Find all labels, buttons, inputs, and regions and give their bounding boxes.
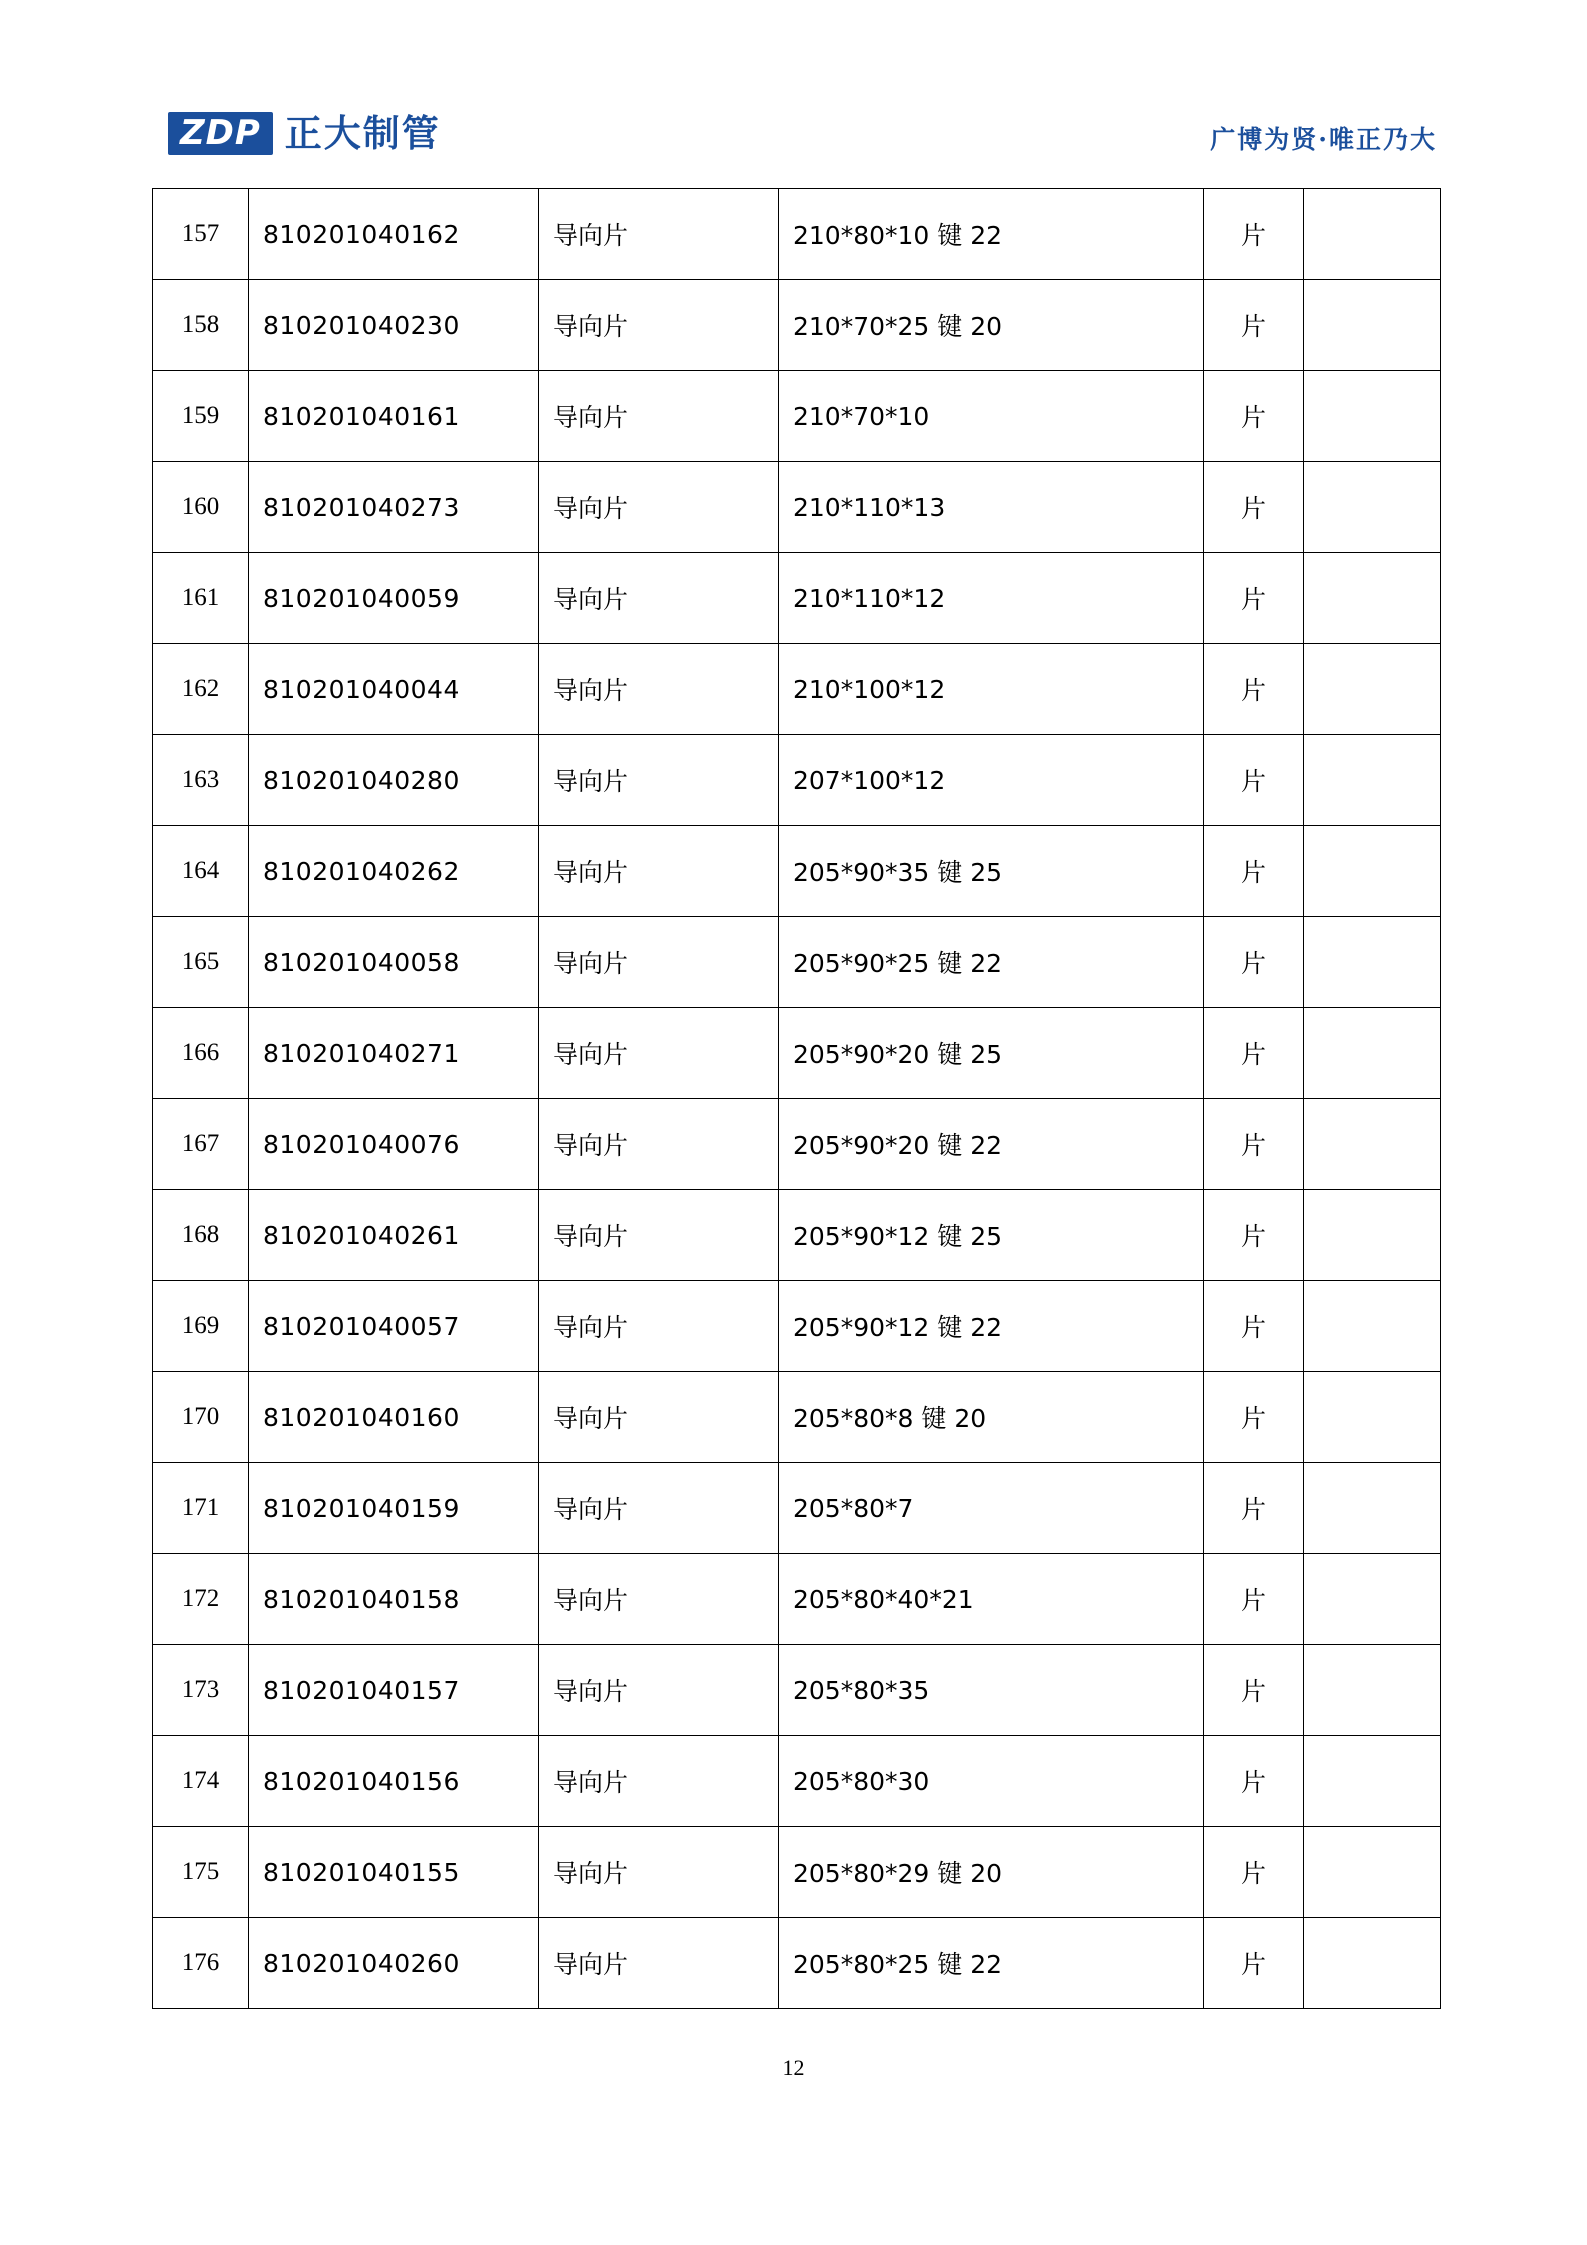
cell-quantity bbox=[1304, 1827, 1441, 1918]
cell-index: 174 bbox=[153, 1736, 249, 1827]
cell-unit: 片 bbox=[1204, 644, 1304, 735]
cell-unit: 片 bbox=[1204, 553, 1304, 644]
cell-material-name: 导向片 bbox=[539, 1645, 779, 1736]
cell-material-name: 导向片 bbox=[539, 1554, 779, 1645]
cell-index: 161 bbox=[153, 553, 249, 644]
cell-material-name: 导向片 bbox=[539, 1190, 779, 1281]
cell-material-code: 810201040044 bbox=[249, 644, 539, 735]
cell-material-code: 810201040156 bbox=[249, 1736, 539, 1827]
cell-unit: 片 bbox=[1204, 1190, 1304, 1281]
cell-index: 176 bbox=[153, 1918, 249, 2009]
cell-quantity bbox=[1304, 826, 1441, 917]
cell-quantity bbox=[1304, 1099, 1441, 1190]
page-number: 12 bbox=[782, 2055, 805, 2080]
cell-unit: 片 bbox=[1204, 735, 1304, 826]
cell-specification: 205*80*35 bbox=[779, 1645, 1204, 1736]
table-row bbox=[153, 280, 1441, 371]
cell-quantity bbox=[1304, 1554, 1441, 1645]
company-slogan: 广博为贤·唯正乃大 bbox=[1210, 125, 1437, 154]
cell-specification: 205*80*40*21 bbox=[779, 1554, 1204, 1645]
cell-material-code: 810201040076 bbox=[249, 1099, 539, 1190]
cell-index: 175 bbox=[153, 1827, 249, 1918]
cell-material-name: 导向片 bbox=[539, 1372, 779, 1463]
table-row bbox=[153, 1372, 1441, 1463]
cell-unit: 片 bbox=[1204, 917, 1304, 1008]
cell-index: 168 bbox=[153, 1190, 249, 1281]
cell-index: 157 bbox=[153, 189, 249, 280]
cell-quantity bbox=[1304, 371, 1441, 462]
cell-material-name: 导向片 bbox=[539, 1281, 779, 1372]
cell-material-code: 810201040059 bbox=[249, 553, 539, 644]
table-row bbox=[153, 1918, 1441, 2009]
cell-specification: 205*90*35 键 25 bbox=[779, 826, 1204, 917]
cell-unit: 片 bbox=[1204, 371, 1304, 462]
cell-index: 165 bbox=[153, 917, 249, 1008]
cell-quantity bbox=[1304, 1918, 1441, 2009]
cell-material-code: 810201040273 bbox=[249, 462, 539, 553]
materials-table bbox=[152, 188, 1441, 2009]
cell-unit: 片 bbox=[1204, 189, 1304, 280]
cell-index: 162 bbox=[153, 644, 249, 735]
cell-material-name: 导向片 bbox=[539, 826, 779, 917]
cell-material-code: 810201040159 bbox=[249, 1463, 539, 1554]
cell-material-code: 810201040157 bbox=[249, 1645, 539, 1736]
cell-material-name: 导向片 bbox=[539, 189, 779, 280]
table-row bbox=[153, 1463, 1441, 1554]
cell-specification: 205*80*30 bbox=[779, 1736, 1204, 1827]
cell-material-name: 导向片 bbox=[539, 644, 779, 735]
cell-quantity bbox=[1304, 553, 1441, 644]
cell-specification: 205*90*20 键 25 bbox=[779, 1008, 1204, 1099]
cell-unit: 片 bbox=[1204, 1372, 1304, 1463]
materials-table-body bbox=[153, 189, 1441, 2009]
cell-specification: 210*110*13 bbox=[779, 462, 1204, 553]
cell-material-name: 导向片 bbox=[539, 371, 779, 462]
cell-material-code: 810201040058 bbox=[249, 917, 539, 1008]
table-row bbox=[153, 189, 1441, 280]
cell-material-code: 810201040271 bbox=[249, 1008, 539, 1099]
cell-material-name: 导向片 bbox=[539, 1736, 779, 1827]
cell-specification: 205*90*25 键 22 bbox=[779, 917, 1204, 1008]
cell-material-code: 810201040280 bbox=[249, 735, 539, 826]
cell-material-name: 导向片 bbox=[539, 1099, 779, 1190]
cell-quantity bbox=[1304, 644, 1441, 735]
cell-specification: 207*100*12 bbox=[779, 735, 1204, 826]
table-row bbox=[153, 1645, 1441, 1736]
cell-specification: 205*80*8 键 20 bbox=[779, 1372, 1204, 1463]
cell-material-name: 导向片 bbox=[539, 553, 779, 644]
cell-material-code: 810201040260 bbox=[249, 1918, 539, 2009]
cell-specification: 210*80*10 键 22 bbox=[779, 189, 1204, 280]
table-row bbox=[153, 917, 1441, 1008]
cell-quantity bbox=[1304, 462, 1441, 553]
cell-material-code: 810201040057 bbox=[249, 1281, 539, 1372]
cell-material-name: 导向片 bbox=[539, 1463, 779, 1554]
cell-material-code: 810201040261 bbox=[249, 1190, 539, 1281]
cell-material-name: 导向片 bbox=[539, 1008, 779, 1099]
table-row bbox=[153, 1008, 1441, 1099]
table-row bbox=[153, 371, 1441, 462]
cell-index: 158 bbox=[153, 280, 249, 371]
cell-quantity bbox=[1304, 1190, 1441, 1281]
cell-quantity bbox=[1304, 1372, 1441, 1463]
cell-specification: 210*100*12 bbox=[779, 644, 1204, 735]
cell-material-name: 导向片 bbox=[539, 1918, 779, 2009]
cell-unit: 片 bbox=[1204, 1554, 1304, 1645]
cell-quantity bbox=[1304, 280, 1441, 371]
cell-specification: 210*70*25 键 20 bbox=[779, 280, 1204, 371]
cell-quantity bbox=[1304, 1736, 1441, 1827]
cell-quantity bbox=[1304, 1008, 1441, 1099]
cell-material-name: 导向片 bbox=[539, 735, 779, 826]
cell-material-code: 810201040160 bbox=[249, 1372, 539, 1463]
cell-index: 170 bbox=[153, 1372, 249, 1463]
page-header bbox=[168, 112, 1437, 172]
cell-unit: 片 bbox=[1204, 1099, 1304, 1190]
cell-unit: 片 bbox=[1204, 1645, 1304, 1736]
table-row bbox=[153, 1190, 1441, 1281]
table-row bbox=[153, 1827, 1441, 1918]
cell-specification: 205*90*12 键 25 bbox=[779, 1190, 1204, 1281]
table-row bbox=[153, 826, 1441, 917]
cell-specification: 205*80*29 键 20 bbox=[779, 1827, 1204, 1918]
cell-material-name: 导向片 bbox=[539, 1827, 779, 1918]
cell-specification: 210*70*10 bbox=[779, 371, 1204, 462]
cell-material-name: 导向片 bbox=[539, 462, 779, 553]
company-logo bbox=[168, 112, 441, 155]
cell-unit: 片 bbox=[1204, 280, 1304, 371]
table-row bbox=[153, 1736, 1441, 1827]
cell-index: 173 bbox=[153, 1645, 249, 1736]
cell-unit: 片 bbox=[1204, 1463, 1304, 1554]
table-row bbox=[153, 462, 1441, 553]
cell-specification: 205*80*25 键 22 bbox=[779, 1918, 1204, 2009]
cell-unit: 片 bbox=[1204, 1736, 1304, 1827]
cell-specification: 205*90*12 键 22 bbox=[779, 1281, 1204, 1372]
cell-index: 166 bbox=[153, 1008, 249, 1099]
cell-material-code: 810201040155 bbox=[249, 1827, 539, 1918]
company-name: 正大制管 bbox=[284, 112, 441, 155]
cell-index: 160 bbox=[153, 462, 249, 553]
cell-material-code: 810201040230 bbox=[249, 280, 539, 371]
cell-unit: 片 bbox=[1204, 1827, 1304, 1918]
cell-quantity bbox=[1304, 189, 1441, 280]
cell-unit: 片 bbox=[1204, 826, 1304, 917]
cell-unit: 片 bbox=[1204, 1008, 1304, 1099]
cell-specification: 205*80*7 bbox=[779, 1463, 1204, 1554]
cell-quantity bbox=[1304, 735, 1441, 826]
cell-material-name: 导向片 bbox=[539, 917, 779, 1008]
cell-specification: 210*110*12 bbox=[779, 553, 1204, 644]
cell-quantity bbox=[1304, 1645, 1441, 1736]
cell-material-code: 810201040262 bbox=[249, 826, 539, 917]
cell-material-code: 810201040162 bbox=[249, 189, 539, 280]
cell-index: 172 bbox=[153, 1554, 249, 1645]
cell-index: 163 bbox=[153, 735, 249, 826]
zdp-logo-icon: ZDP bbox=[168, 112, 273, 155]
cell-material-code: 810201040161 bbox=[249, 371, 539, 462]
cell-quantity bbox=[1304, 917, 1441, 1008]
table-row bbox=[153, 735, 1441, 826]
cell-index: 164 bbox=[153, 826, 249, 917]
cell-specification: 205*90*20 键 22 bbox=[779, 1099, 1204, 1190]
cell-index: 169 bbox=[153, 1281, 249, 1372]
cell-quantity bbox=[1304, 1463, 1441, 1554]
table-row bbox=[153, 1554, 1441, 1645]
cell-material-code: 810201040158 bbox=[249, 1554, 539, 1645]
table-row bbox=[153, 553, 1441, 644]
cell-quantity bbox=[1304, 1281, 1441, 1372]
cell-index: 159 bbox=[153, 371, 249, 462]
cell-unit: 片 bbox=[1204, 1918, 1304, 2009]
table-row bbox=[153, 1281, 1441, 1372]
materials-table-wrapper bbox=[152, 188, 1340, 2009]
cell-unit: 片 bbox=[1204, 462, 1304, 553]
table-row bbox=[153, 1099, 1441, 1190]
table-row bbox=[153, 644, 1441, 735]
cell-unit: 片 bbox=[1204, 1281, 1304, 1372]
cell-index: 167 bbox=[153, 1099, 249, 1190]
cell-material-name: 导向片 bbox=[539, 280, 779, 371]
cell-index: 171 bbox=[153, 1463, 249, 1554]
